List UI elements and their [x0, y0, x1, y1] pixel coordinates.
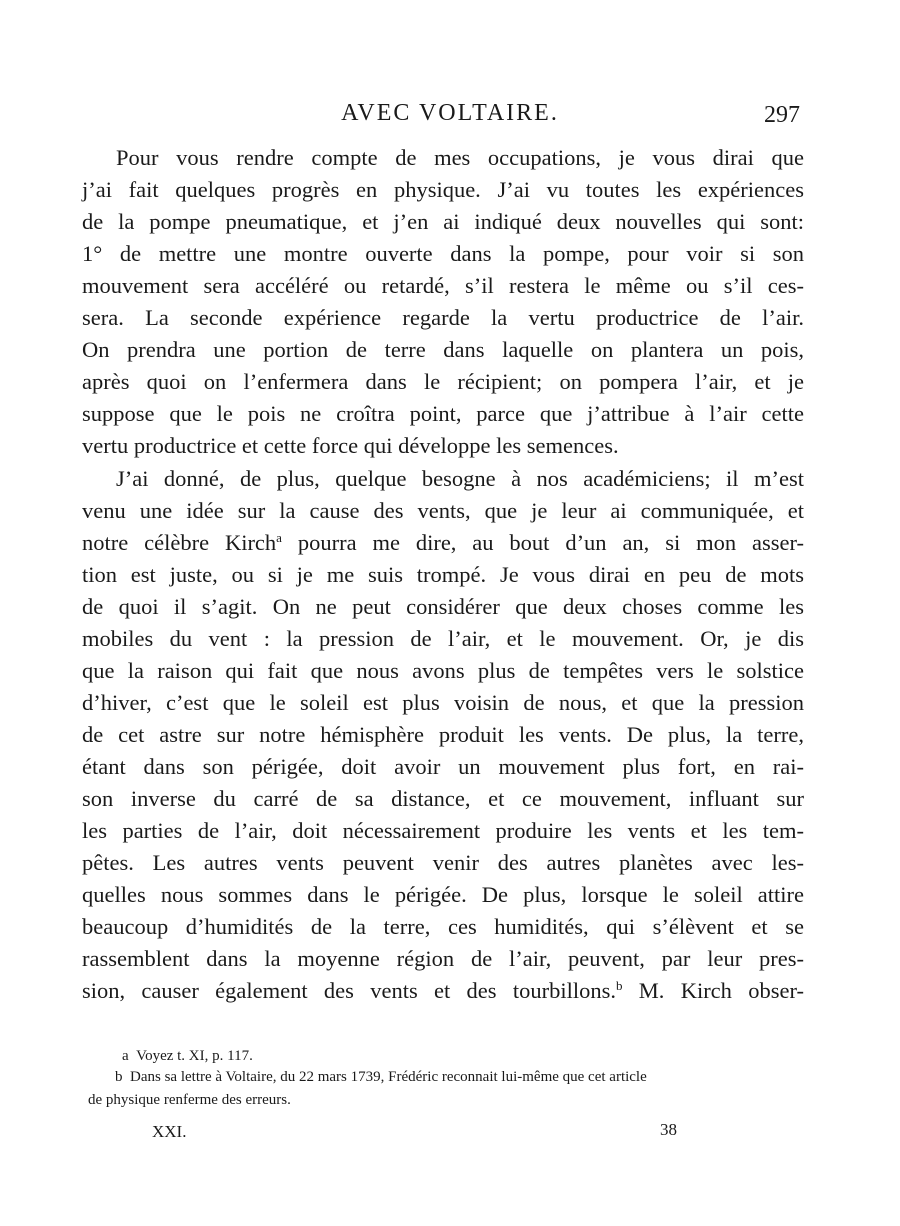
text-line: Pour vous rendre compte de mes occupations, je vous dirai que [116, 145, 804, 170]
signature-mark: XXI. [152, 1122, 187, 1141]
text-line: vertu productrice et cette force qui développe les semences. [82, 433, 619, 458]
footnote-b-continued: de physique renferme des erreurs. [88, 1092, 291, 1108]
text-line: beaucoup d’humidités de la terre, ces humidités, qui s’élèvent et se [82, 914, 804, 939]
text-line: 1° de mettre une montre ouverte dans la pompe, pour voir si son [82, 241, 804, 266]
text-line: quelles nous sommes dans le périgée. De plus, lorsque le soleil attire [82, 882, 804, 907]
text-line: suppose que le pois ne croîtra point, parce que j’attribue à l’air cette [82, 401, 804, 426]
footnote-b [115, 1066, 647, 1088]
text-fragment: notre célèbre Kirch [82, 530, 277, 555]
footnote-mark: a [122, 1048, 129, 1064]
text-line: après quoi on l’enfermera dans le récipient; on pompera l’air, et je [82, 369, 804, 394]
footnote-ref-a[interactable]: a [276, 530, 282, 545]
text-line: son inverse du carré de sa distance, et ce mouvement, influant sur [82, 786, 804, 811]
text-line: étant dans son périgée, doit avoir un mouvement plus fort, en rai- [82, 754, 804, 779]
footnote-text: Dans sa lettre à Voltaire, du 22 mars 1739, Frédéric reconnait lui-même que cet article [130, 1069, 647, 1085]
text-line: que la raison qui fait que nous avons plus de tempêtes vers le solstice [82, 658, 804, 683]
text-line: mouvement sera accéléré ou retardé, s’il restera le même ou s’il ces- [82, 273, 804, 298]
text-line: sera. La seconde expérience regarde la vertu productrice de l’air. [82, 305, 804, 330]
text-line: les parties de l’air, doit nécessairement produire les vents et les tem- [82, 818, 804, 843]
text-line: d’hiver, c’est que le soleil est plus voisin de nous, et que la pression [82, 690, 804, 715]
text-line: j’ai fait quelques progrès en physique. J’ai vu toutes les expériences [82, 177, 804, 202]
text-fragment: pourra me dire, au bout d’un an, si mon asser- [281, 530, 804, 555]
footnote-ref-b[interactable]: b [615, 978, 623, 993]
page-number: 297 [764, 102, 800, 128]
running-head: AVEC VOLTAIRE. [341, 100, 559, 126]
text-line: mobiles du vent : la pression de l’air, et le mouvement. Or, je dis [82, 626, 804, 651]
text-line: tion est juste, ou si je me suis trompé. Je vous dirai en peu de mots [82, 562, 804, 587]
text-line: de quoi il s’agit. On ne peut considérer que deux choses comme les [82, 594, 804, 619]
text-line: rassemblent dans la moyenne région de l’air, peuvent, par leur pres- [82, 946, 804, 971]
footnote-text: Voyez t. XI, p. 117. [136, 1048, 253, 1064]
text-fragment: M. Kirch obser- [622, 978, 804, 1003]
text-line: de la pompe pneumatique, et j’en ai indiqué deux nouvelles qui sont: [82, 209, 804, 234]
text-line: venu une idée sur la cause des vents, que je leur ai communiquée, et [82, 498, 804, 523]
text-line [82, 527, 804, 559]
footnote-mark: b [115, 1069, 123, 1085]
text-line: de cet astre sur notre hémisphère produit les vents. De plus, la terre, [82, 722, 804, 747]
text-line: On prendra une portion de terre dans laquelle on plantera un pois, [82, 337, 804, 362]
footnote-a [122, 1045, 253, 1067]
text-line: pêtes. Les autres vents peuvent venir des autres planètes avec les- [82, 850, 804, 875]
text-line: J’ai donné, de plus, quelque besogne à nos académiciens; il m’est [116, 466, 804, 491]
sheet-number: 38 [660, 1120, 677, 1139]
text-line [82, 975, 804, 1007]
text-fragment: sion, causer également des vents et des tourbillons. [82, 978, 616, 1003]
